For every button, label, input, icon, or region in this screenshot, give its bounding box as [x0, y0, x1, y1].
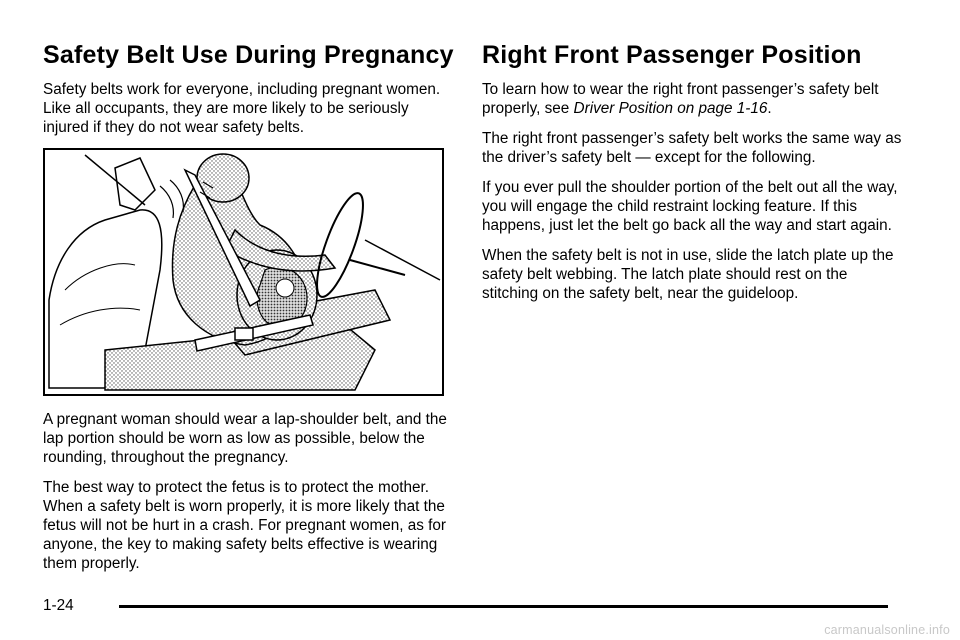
pregnancy-lap-belt-paragraph: A pregnant woman should wear a lap-shoulder belt, and the lap portion should be worn as low as possible, below the rounding, throughout the pregnancy. [43, 411, 447, 466]
right-column [482, 40, 902, 314]
footer-rule [119, 605, 888, 608]
driver-position-reference-link[interactable]: Driver Position on page 1-16 [573, 100, 768, 117]
passenger-intro-text: To learn how to wear the right front passenger’s safety belt properly, see [482, 81, 879, 117]
watermark-text: carmanualsonline.info [824, 623, 950, 637]
section-title-passenger: Right Front Passenger Position [482, 41, 862, 69]
passenger-latch-plate-paragraph: When the safety belt is not in use, slide the latch plate up the safety belt webbing. The latch plate should rest on the stitching on the safety belt, near the guideloop. [482, 247, 894, 302]
passenger-intro-end: . [767, 100, 772, 117]
pregnancy-protect-paragraph: The best way to protect the fetus is to protect the mother. When a safety belt is worn properly, it is more likely that the fetus will not be hurt in a crash. For pregnant women, as for anyone, the key to making safety belts effective is wearing them properly. [43, 479, 447, 572]
pregnant-woman-seatbelt-illustration [43, 148, 444, 396]
passenger-locking-paragraph: If you ever pull the shoulder portion of the belt out all the way, you will engage the child restraint locking feature. If this happens, just let the belt go back all the way and start again. [482, 179, 898, 234]
page-footer [43, 596, 888, 618]
passenger-intro-paragraph [482, 80, 902, 118]
pregnancy-intro-paragraph: Safety belts work for everyone, including pregnant women. Like all occupants, they are more likely to be seriously injured if they do not wear safety belts. [43, 81, 441, 136]
page-number: 1-24 [43, 597, 74, 614]
passenger-same-way-paragraph: The right front passenger’s safety belt works the same way as the driver’s safety belt — except for the following. [482, 130, 902, 166]
section-title-pregnancy: Safety Belt Use During Pregnancy [43, 41, 454, 69]
left-column [43, 40, 454, 584]
